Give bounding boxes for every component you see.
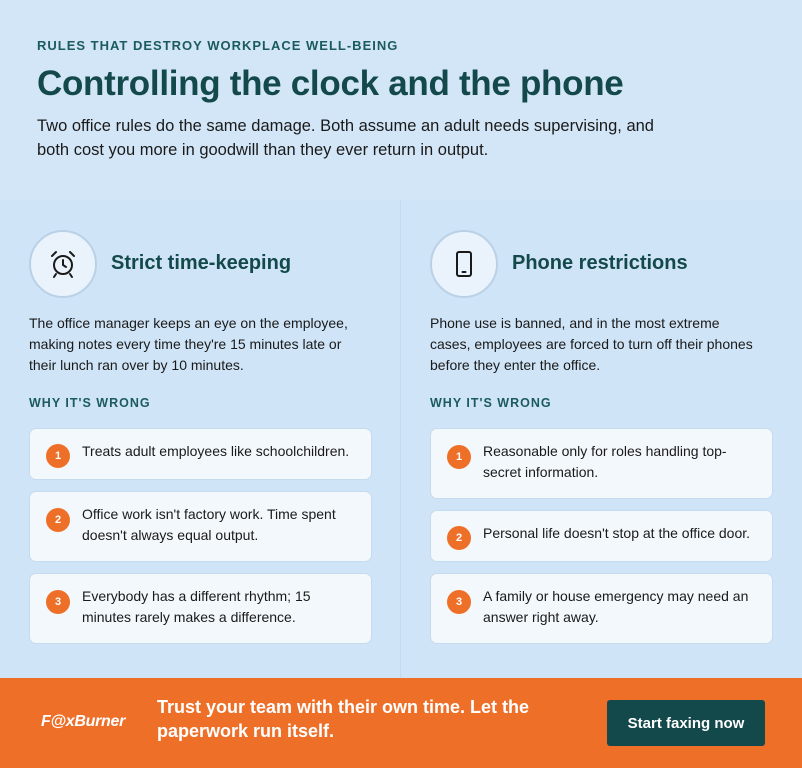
reason-text: Office work isn't factory work. Time spent doesn't always equal output. (82, 506, 336, 543)
number-badge: 1 (447, 445, 471, 469)
number-badge: 2 (46, 508, 70, 532)
why-wrong-label: WHY IT'S WRONG (29, 396, 151, 410)
reason-text: A family or house emergency may need an answer right away. (483, 588, 749, 625)
reason-text: Personal life doesn't stop at the office door. (483, 525, 751, 541)
eyebrow-label: RULES THAT DESTROY WORKPLACE WELL-BEING (37, 38, 399, 53)
reason-text: Reasonable only for roles handling top-secret information. (483, 443, 727, 480)
column-phone-restrictions (401, 200, 802, 678)
column-title: Phone restrictions (512, 252, 688, 274)
reason-card (29, 491, 372, 562)
brand-logo: F@xBurner (41, 713, 126, 730)
page-header (0, 0, 802, 200)
reason-card (29, 573, 372, 644)
column-title: Strict time-keeping (111, 252, 292, 274)
footer-message: Trust your team with their own time. Let the paperwork run itself. (157, 697, 530, 741)
number-badge: 3 (447, 590, 471, 614)
page-subtitle: Two office rules do the same damage. Both assume an adult needs supervising, and both cost you more in goodwill than they ever return in output. (37, 117, 654, 159)
number-badge: 1 (46, 444, 70, 468)
alarm-clock-icon (29, 230, 97, 298)
reason-card (29, 428, 372, 480)
page-title: Controlling the clock and the phone (37, 64, 624, 103)
column-strict-time-keeping (0, 200, 401, 678)
phone-icon (430, 230, 498, 298)
column-description: The office manager keeps an eye on the employee, making notes every time they're 15 minutes late or their lunch ran over by 10 minutes. (29, 315, 348, 373)
number-badge: 3 (46, 590, 70, 614)
reason-card (430, 573, 773, 644)
number-badge: 2 (447, 526, 471, 550)
reason-text: Everybody has a different rhythm; 15 minutes rarely makes a difference. (82, 588, 311, 625)
why-wrong-label: WHY IT'S WRONG (430, 396, 552, 410)
start-faxing-button[interactable]: Start faxing now (607, 700, 765, 746)
footer-banner (0, 678, 802, 768)
column-description: Phone use is banned, and in the most extreme cases, employees are forced to turn off their phones before they enter the office. (430, 315, 753, 373)
reason-card (430, 428, 773, 499)
reason-text: Treats adult employees like schoolchildren. (82, 443, 350, 459)
reason-card (430, 510, 773, 562)
